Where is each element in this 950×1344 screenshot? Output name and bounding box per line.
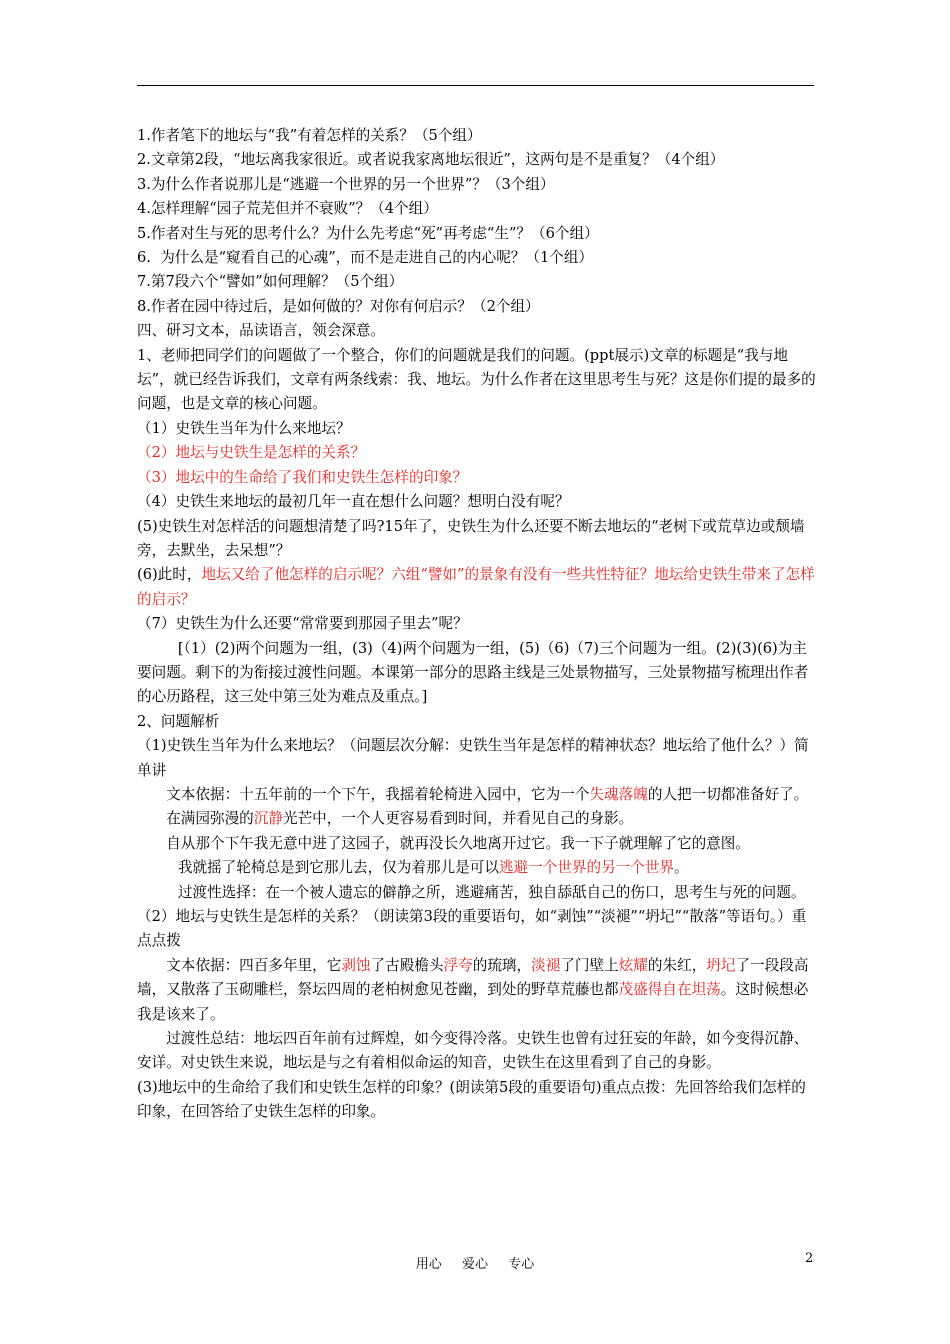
sub-question-6-prefix: (6)此时， <box>137 566 202 584</box>
question-7: 7.第7段六个“譬如”如何理解？（5个组） <box>137 273 404 291</box>
text-segment: 文本依据：四百多年里，它 <box>166 956 342 974</box>
sub-question-6 <box>137 563 817 612</box>
highlight-segment: 剥蚀 <box>341 956 371 974</box>
question-5: 5.作者对生与死的思考什么？为什么先考虑“死”再考虑“生”？（6个组） <box>137 224 599 242</box>
text-segment: 。这时候想必我是该来了。 <box>137 981 809 1023</box>
analysis-1-text-2 <box>137 807 817 831</box>
analysis-3-question: (3)地坛中的生命给了我们和史铁生怎样的印象？(朗读第5段的重要语句)重点点拨：先回答给我们怎样的印象，在回答给了史铁生怎样的印象。 <box>137 1078 806 1121</box>
header-rule <box>137 85 814 86</box>
highlight-segment: 失魂落魄 <box>589 785 648 803</box>
analysis-1-question: （1)史铁生当年为什么来地坛？（问题层次分解：史铁生当年是怎样的精神状态？地坛给了他什么？）简单讲 <box>137 737 809 779</box>
text-segment: 文本依据：十五年前的一个下午，我摇着轮椅进入园中，它为一个 <box>166 785 590 803</box>
highlight-segment: 沉静 <box>253 810 283 828</box>
text-segment: 我就摇了轮椅总是到它那儿去，仅为着那儿是可以 <box>177 859 499 877</box>
highlight-segment: 炫耀 <box>618 956 648 974</box>
question-3: 3.为什么作者说那儿是“逃避一个世界的另一个世界”？（3个组） <box>137 175 555 193</box>
document-body <box>137 124 817 1125</box>
section-heading: 四、研习文本，品读语言，领会深意。 <box>137 322 386 340</box>
highlight-segment: 逃避一个世界的另一个世界 <box>498 859 675 877</box>
sub-question-2: （2）地坛与史铁生是怎样的关系？ <box>137 444 366 462</box>
question-2: 2.文章第2段，“地坛离我家很近。或者说我家离地坛很近”，这两句是不是重复？（4个组） <box>137 151 725 169</box>
question-1: 1.作者笔下的地坛与“我”有着怎样的关系？（5个组） <box>137 127 482 144</box>
question-4: 4.怎样理解“园子荒芜但并不衰败”？（4个组） <box>137 200 438 218</box>
sub-question-5: (5)史铁生对怎样活的问题想清楚了吗?15年了，史铁生为什么还要不断去地坛的“老树下或荒草边或颓墙旁，去默坐，去呆想”？ <box>137 517 805 559</box>
question-8: 8.作者在园中待过后，是如何做的？对你有何启示？（2个组） <box>137 297 540 315</box>
sub-question-3: （3）地坛中的生命给了我们和史铁生怎样的印象？ <box>137 468 468 486</box>
analysis-2-text <box>137 954 817 1027</box>
analysis-1-text-3: 自从那个下午我无意中进了这园子，就再没长久地离开过它。我一下子就理解了它的意图。 <box>166 834 750 852</box>
footer-motto: 用心 爱心 专心 <box>415 1257 535 1272</box>
analysis-heading: 2、问题解析 <box>137 712 220 730</box>
page-number: 2 <box>805 1251 814 1266</box>
question-6: 6. 为什么是“窥看自己的心魂”，而不是走进自己的内心呢？（1个组） <box>137 249 594 267</box>
sub-question-4: （4）史铁生来地坛的最初几年一直在想什么问题？想明白没有呢？ <box>137 493 570 511</box>
analysis-1-text-4 <box>137 856 817 880</box>
analysis-1-text-1 <box>137 783 817 807</box>
grouping-note: [（1）(2)两个问题为一组，(3)（4)两个问题为一组，(5)（6)（7)三个问题为一组。(2)(3)(6)为主要问题。剩下的为衔接过渡性问题。本课第一部分的思路主线是三处景物描写，三处景物描写梳理出作者的心历路程，这三处中第三处为难点及重点。] <box>137 639 809 706</box>
sub-question-6-highlight: 地坛又给了他怎样的启示呢？六组“譬如”的景象有没有一些共性特征？地坛给史铁生带来了怎样的启示？ <box>137 566 815 608</box>
text-segment: 了古殿檐头 <box>370 956 444 974</box>
intro-paragraph: 1、老师把同学们的问题做了一个整合，你们的问题就是我们的问题。(ppt展示)文章的标题是“我与地坛”，就已经告诉我们，文章有两条线索：我、地坛。为什么作者在这里思考生与死？这是你们提的最多的问题，也是文章的核心问题。 <box>137 346 816 413</box>
text-segment: 光芒中，一个人更容易看到时间，并看见自己的身影。 <box>282 810 634 828</box>
text-segment: 的琉璃， <box>472 956 532 974</box>
highlight-segment: 淡褪 <box>531 956 561 974</box>
sub-question-1: （1）史铁生当年为什么来地坛？ <box>137 419 351 437</box>
analysis-1-transition: 过渡性选择：在一个被人遗忘的僻静之所，逃避痛苦，独自舔舐自己的伤口，思考生与死的问题。 <box>177 883 806 901</box>
analysis-2-summary: 过渡性总结：地坛四百年前有过辉煌，如今变得冷落。史铁生也曾有过狂妄的年龄，如今变得沉静、安详。对史铁生来说，地坛是与之有着相似命运的知音，史铁生在这里看到了自己的身影。 <box>137 1030 809 1072</box>
analysis-2-question: （2）地坛与史铁生是怎样的关系？（朗读第3段的重要语句，如“剥蚀”“淡褪”“坍圮”“散落”等语句。）重点点拨 <box>137 908 807 950</box>
highlight-segment: 坍圮 <box>706 956 736 974</box>
text-segment: 在满园弥漫的 <box>166 810 254 828</box>
highlight-segment: 浮夸 <box>443 956 473 974</box>
sub-question-7: （7）史铁生为什么还要“常常要到那园子里去”呢？ <box>137 615 468 633</box>
highlight-segment: 茂盛得自在坦荡 <box>618 981 721 999</box>
text-segment: 的朱红， <box>647 956 707 974</box>
text-segment: 了门壁上 <box>560 956 619 974</box>
text-segment: 。 <box>674 859 689 877</box>
text-segment: 的人把一切都准备好了。 <box>647 785 809 803</box>
text-segment: 了一段段高墙，又散落了玉砌雕栏，祭坛四周的老柏树愈见苍幽，到处的野草荒藤也都 <box>137 956 809 999</box>
